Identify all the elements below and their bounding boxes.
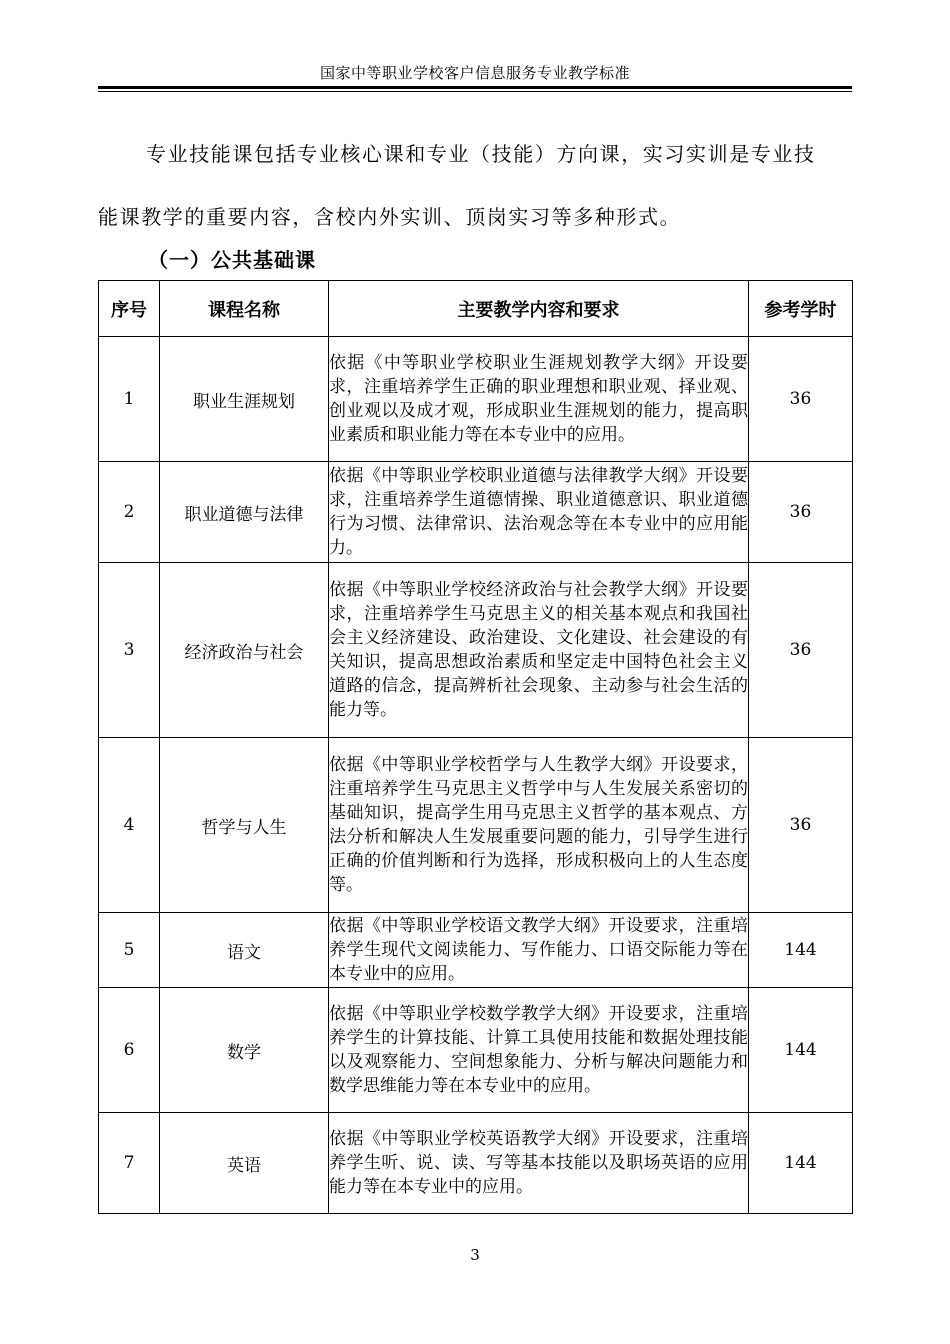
table-row <box>99 913 853 988</box>
header-rule-thin <box>98 91 852 92</box>
row-course-name: 语文 <box>160 913 329 988</box>
row-content: 依据《中等职业学校职业生涯规划教学大纲》开设要求，注重培养学生正确的职业理想和职业观、择业观、创业观以及成才观，形成职业生涯规划的能力，提高职业素质和职业能力等在本专业中的应用。 <box>329 337 749 462</box>
row-course-name: 经济政治与社会 <box>160 563 329 738</box>
course-table <box>98 280 853 1214</box>
row-hours: 36 <box>749 563 853 738</box>
row-content: 依据《中等职业学校哲学与人生教学大纲》开设要求，注重培养学生马克思主义哲学中与人生发展关系密切的基础知识，提高学生用马克思主义哲学的基本观点、方法分析和解决人生发展重要问题的能力，引导学生进行正确的价值判断和行为选择，形成积极向上的人生态度等。 <box>329 738 749 913</box>
row-no: 6 <box>99 988 160 1113</box>
table-header-row <box>99 281 853 337</box>
row-no: 3 <box>99 563 160 738</box>
row-course-name: 职业道德与法律 <box>160 462 329 563</box>
header-rule <box>98 86 852 89</box>
row-course-name: 数学 <box>160 988 329 1113</box>
row-content: 依据《中等职业学校数学教学大纲》开设要求，注重培养学生的计算技能、计算工具使用技能和数据处理技能以及观察能力、空间想象能力、分析与解决问题能力和数学思维能力等在本专业中的应用。 <box>329 988 749 1113</box>
row-content: 依据《中等职业学校英语教学大纲》开设要求，注重培养学生听、说、读、写等基本技能以及职场英语的应用能力等在本专业中的应用。 <box>329 1113 749 1214</box>
row-hours: 144 <box>749 913 853 988</box>
row-no: 5 <box>99 913 160 988</box>
table-row <box>99 337 853 462</box>
table-row <box>99 738 853 913</box>
row-hours: 36 <box>749 337 853 462</box>
row-hours: 144 <box>749 1113 853 1214</box>
section-heading: （一）公共基础课 <box>148 248 316 272</box>
table-row <box>99 462 853 563</box>
running-header: 国家中等职业学校客户信息服务专业教学标准 <box>319 64 630 82</box>
table-row <box>99 563 853 738</box>
row-course-name: 英语 <box>160 1113 329 1214</box>
row-no: 1 <box>99 337 160 462</box>
row-course-name: 职业生涯规划 <box>160 337 329 462</box>
header-no: 序号 <box>99 281 160 337</box>
row-course-name: 哲学与人生 <box>160 738 329 913</box>
row-hours: 36 <box>749 738 853 913</box>
row-no: 2 <box>99 462 160 563</box>
row-content: 依据《中等职业学校语文教学大纲》开设要求，注重培养学生现代文阅读能力、写作能力、口语交际能力等在本专业中的应用。 <box>329 913 749 988</box>
paragraph-line-1: 专业技能课包括专业核心课和专业（技能）方向课，实习实训是专业技 <box>146 142 816 166</box>
table-row <box>99 988 853 1113</box>
row-no: 4 <box>99 738 160 913</box>
header-hours: 参考学时 <box>749 281 853 337</box>
page-number: 3 <box>470 1246 480 1264</box>
row-hours: 36 <box>749 462 853 563</box>
table-row <box>99 1113 853 1214</box>
row-content: 依据《中等职业学校职业道德与法律教学大纲》开设要求，注重培养学生道德情操、职业道德意识、职业道德行为习惯、法律常识、法治观念等在本专业中的应用能力。 <box>329 462 749 563</box>
row-content: 依据《中等职业学校经济政治与社会教学大纲》开设要求，注重培养学生马克思主义的相关基本观点和我国社会主义经济建设、政治建设、文化建设、社会建设的有关知识，提高思想政治素质和坚定走中国特色社会主义道路的信念，提高辨析社会现象、主动参与社会生活的能力等。 <box>329 563 749 738</box>
row-no: 7 <box>99 1113 160 1214</box>
header-content: 主要教学内容和要求 <box>329 281 749 337</box>
paragraph-line-2: 能课教学的重要内容，含校内外实训、顶岗实习等多种形式。 <box>98 205 682 229</box>
row-hours: 144 <box>749 988 853 1113</box>
header-course-name: 课程名称 <box>160 281 329 337</box>
